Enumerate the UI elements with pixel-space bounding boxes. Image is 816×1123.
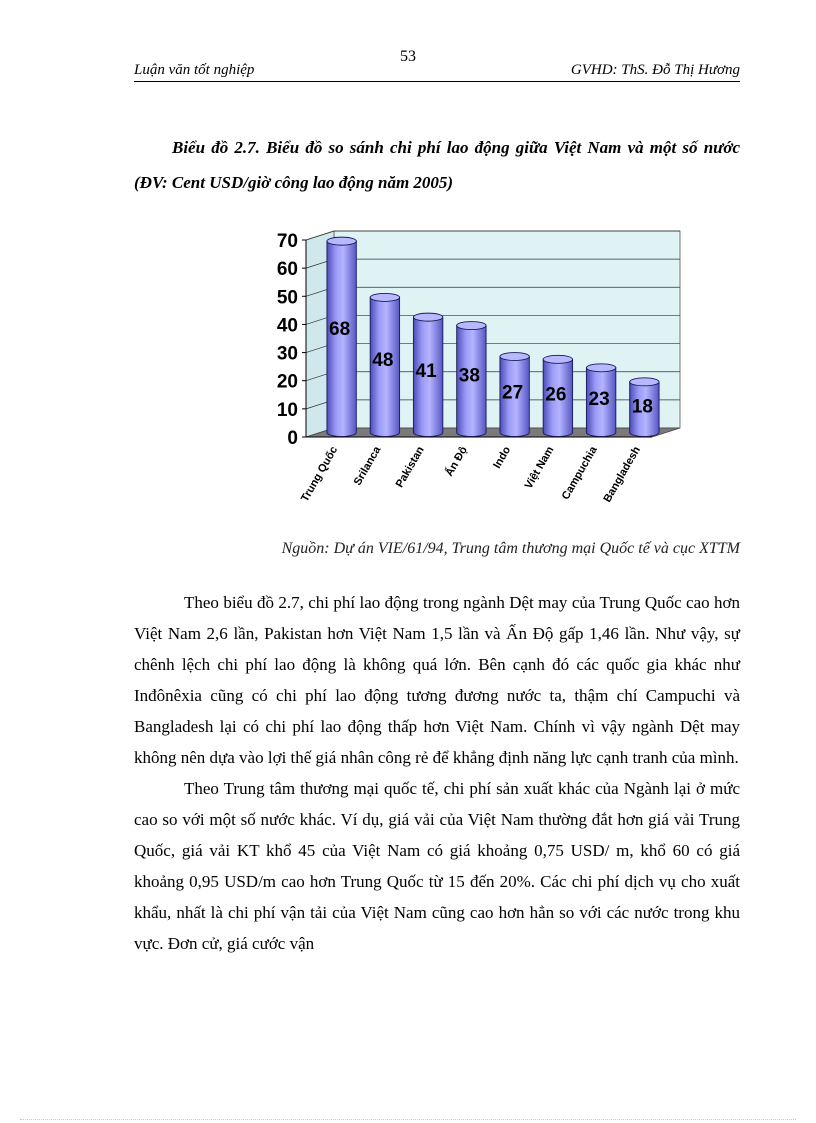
- page-bottom-border: [20, 1119, 796, 1120]
- bar-top: [586, 364, 615, 372]
- header-advisor-label: GVHD: ThS. Đỗ Thị Hương: [570, 62, 740, 78]
- body-text: [134, 587, 740, 959]
- y-tick-label: 50: [276, 287, 298, 309]
- bar-top: [457, 322, 486, 330]
- header-divider: [134, 81, 740, 82]
- data-label: 48: [372, 350, 394, 372]
- chart-floor: [306, 428, 680, 437]
- paragraph: Theo Trung tâm thương mại quốc tế, chi phí sản xuất khác của Ngành lại ở mức cao so với một số nước khác. Ví dụ, giá vải của Việt Nam thường đắt hơn giá vải Trung Quốc, giá vải KT khổ 45 của Việt Nam có giá khoảng 0,75 USD/ m, khổ 60 có giá khoảng 0,95 USD/m cao hơn Trung Quốc từ 15 đến 20%. Các chi phí dịch vụ cho xuất khẩu, nhất là chi phí vận tải của Việt Nam cũng cao hơn hẳn so với các nước trong khu vực. Đơn cử, giá cước vận: [134, 779, 740, 953]
- bar-top: [630, 378, 659, 386]
- bar-top: [543, 355, 572, 363]
- bar-top: [370, 293, 399, 301]
- y-tick-label: 10: [276, 399, 298, 421]
- y-tick-label: 40: [276, 315, 298, 337]
- data-label: 38: [458, 365, 480, 387]
- category-label: Trung Quốc: [298, 444, 341, 504]
- y-tick-label: 60: [276, 259, 298, 281]
- bar-top: [413, 313, 442, 321]
- data-label: 23: [588, 388, 610, 410]
- paragraph: Theo biểu đồ 2.7, chi phí lao động trong ngành Dệt may của Trung Quốc cao hơn Việt Nam 2,6 lần, Pakistan hơn Việt Nam 1,5 lần và Ấn Độ gấp 1,46 lần. Như vậy, sự chênh lệch chi phí lao động là không quá lớn. Bên cạnh đó các quốc gia khác như Inđônêxia cũng có chi phí lao động tương đương nước ta, thậm chí Campuchi và Bangladesh lại có chi phí lao động thấp hơn Việt Nam. Chính vì vậy ngành Dệt may không nên dựa vào lợi thế giá nhân công rẻ để khẳng định năng lực cạnh tranh của mình.: [134, 593, 740, 767]
- data-label: 18: [631, 396, 653, 418]
- data-label: 26: [545, 384, 567, 406]
- chart-caption: Biểu đồ 2.7. Biểu đồ so sánh chi phí lao động giữa Việt Nam và một số nước (ĐV: Cent USD/giờ công lao động năm 2005): [134, 138, 740, 192]
- header-thesis-label: Luận văn tốt nghiệp: [134, 62, 255, 78]
- data-label: 41: [415, 361, 437, 383]
- category-label: Bangladesh: [601, 444, 643, 505]
- category-label: Việt Nam: [522, 444, 557, 492]
- bar-top: [327, 237, 356, 245]
- page-number: 53: [400, 48, 416, 65]
- category-label: Campuchia: [559, 444, 600, 502]
- bar-chart-svg: [272, 222, 692, 527]
- category-label: Srilanca: [351, 444, 384, 488]
- data-label: 68: [329, 319, 351, 341]
- y-tick-label: 70: [276, 231, 298, 252]
- bar-chart: [272, 222, 692, 527]
- y-tick-label: 30: [276, 343, 298, 365]
- chart-source: Nguồn: Dự án VIE/61/94, Trung tâm thương mại Quốc tế và cục XTTM: [281, 540, 740, 557]
- category-label: Ấn Độ: [443, 444, 470, 479]
- y-tick-label: 0: [287, 428, 298, 449]
- category-label: Indo: [491, 444, 514, 471]
- data-label: 27: [502, 382, 524, 404]
- bar-top: [500, 353, 529, 361]
- category-label: Pakistan: [393, 444, 427, 490]
- y-tick-label: 20: [276, 371, 298, 393]
